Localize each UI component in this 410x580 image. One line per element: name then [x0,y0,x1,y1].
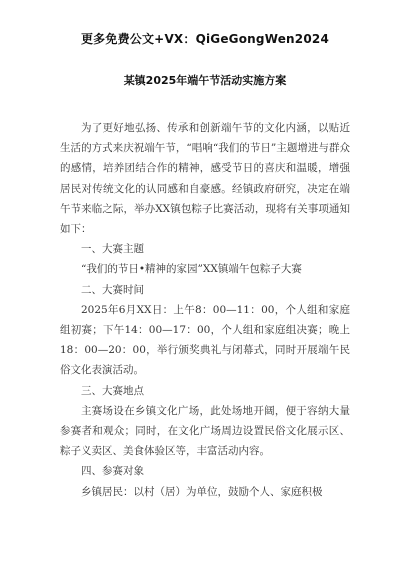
section-heading-theme: 一、大赛主题 [81,243,144,256]
location-paragraph: 主赛场设在乡镇文化广场，此处场地开阔，便于容纳大量参赛者和观众；同时，在文化广场周边设置民俗文化展示区、粽子义卖区、美食体验区等，丰富活动内容。 [60,404,350,458]
theme-paragraph: “我们的节日•精神的家园”XX镇端午包粽子大赛 [81,263,302,276]
document-body [60,118,350,502]
section-heading-location: 三、大赛地点 [81,384,144,397]
participants-paragraph: 乡镇居民：以村（居）为单位，鼓励个人、家庭积极 [81,485,323,498]
section-heading-participants: 四、参赛对象 [81,465,144,478]
document-title: 某镇2025年端午节活动实施方案 [123,74,287,87]
intro-paragraph: 为了更好地弘扬、传承和创新端午节的文化内涵，以贴近生活的方式来庆祝端午节，“唱响“我们的节日”主题增进与群众的感情，培养团结合作的精神，感受节日的喜庆和温暖，增强居民对传统文化的认同感和自豪感。经镇政府研究，决定在端午节来临之际，举办XX镇包粽子比赛活动，现将有关事项通知如下： [60,122,350,236]
time-paragraph: 2025年6月XX日：上午8：00—11：00，个人组和家庭组初赛；下午14：00—17：00，个人组和家庭组决赛；晚上18：00—20：00，举行颁奖典礼与闭幕式，同时开展端午民俗文化表演活动。 [60,303,350,377]
section-heading-time: 二、大赛时间 [81,283,144,296]
watermark-text: 更多免费公文+VX：QiGeGongWen2024 [80,32,329,46]
